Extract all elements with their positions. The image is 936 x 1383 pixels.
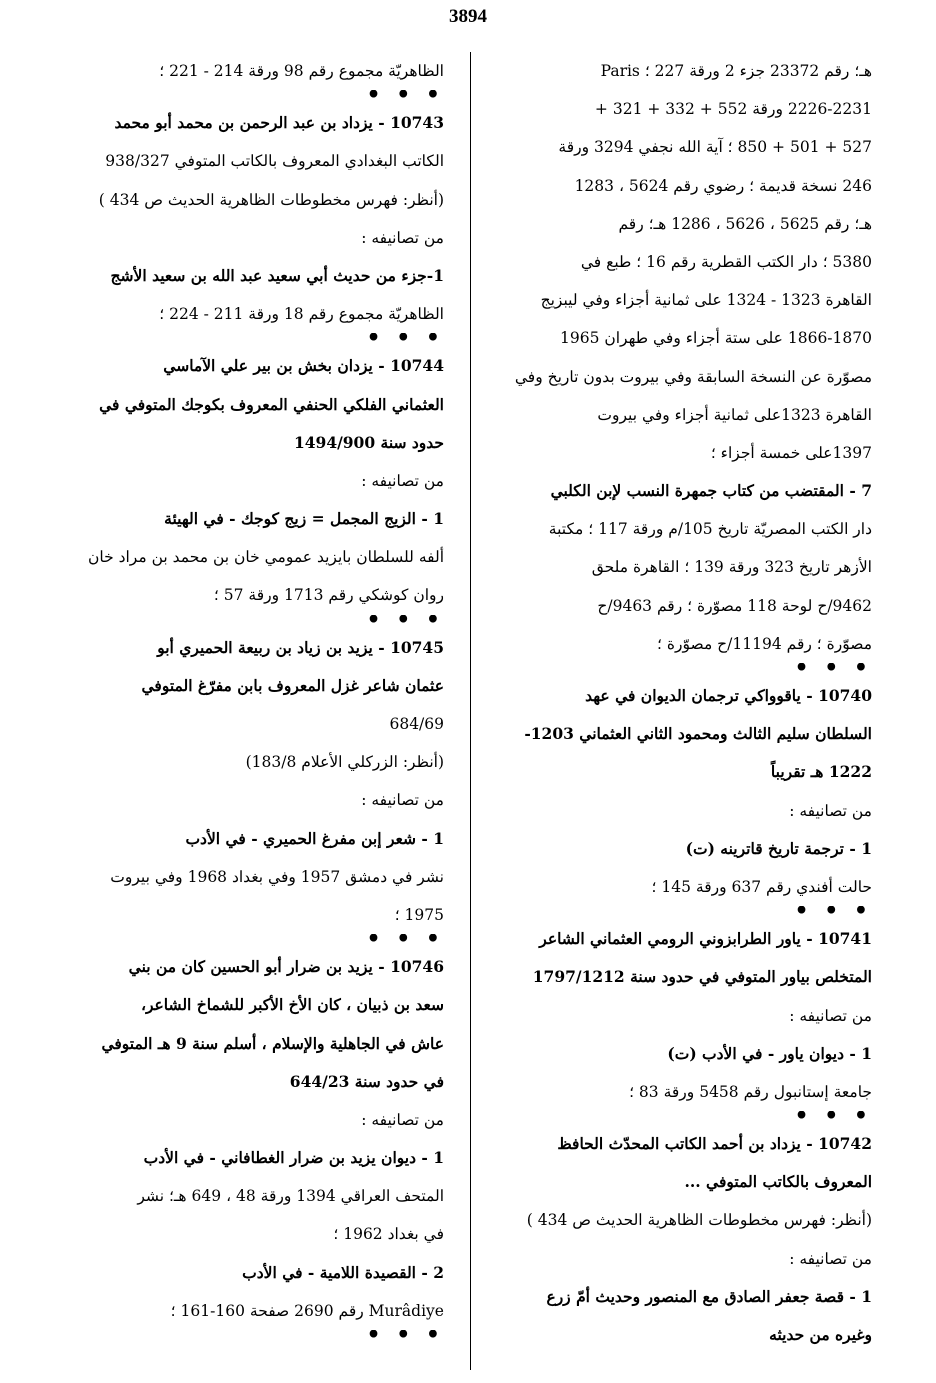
entry-separator: • • • [366, 934, 444, 949]
entry-heading-line: 10743 - يزداد بن عبد الرحمن بن محمد أبو محمد [114, 113, 444, 133]
text-line: الظاهريّة مجموع رقم 98 ورقة 214 - 221 ؛ [159, 62, 444, 80]
entry-heading-line: 1 - ديوان يزيد بن ضرار الغطافاني - في الأدب [143, 1148, 444, 1168]
entry-heading-line: السلطان سليم الثالث ومحمود الثاني العثماني 1203- [524, 724, 872, 744]
text-line: نشر في دمشق 1957 وفي بغداد 1968 وفي بيروت [110, 867, 444, 886]
entry-heading-line: 10744 - يزدان بخش بن بير علي الآماسي [163, 356, 444, 376]
left-column [66, 52, 444, 1377]
entry-heading-line: وغيره من حديثه [769, 1325, 872, 1344]
text-line: (أنظر: فهرس مخطوطات الظاهرية الحديث ص 434 ) [526, 1211, 872, 1230]
text-line: 1975 ؛ [394, 905, 444, 924]
text-line: من تصانيفه : [789, 1249, 872, 1268]
text-line: مصوّرة ؛ رقم 11194/ح مصوّرة ؛ [657, 634, 872, 653]
text-line: 2226-2231 ورقة 552 + 332 + 321 + [594, 100, 872, 119]
entry-heading-line: 10741 - ياور الطرابزوني الرومي العثماني الشاعر [539, 929, 872, 949]
entry-heading-line: حدود سنة 1494/900 [293, 432, 444, 452]
page-number: 3894 [449, 6, 487, 27]
text-line: حالت أفندي رقم 637 ورقة 145 ؛ [651, 877, 872, 896]
text-line: 1866-1870 على ستة أجزاء وفي طهران 1965 [559, 329, 872, 348]
text-line: 9462/ح لوحة 118 مصوّرة ؛ رقم 9463/ح [597, 596, 872, 615]
entry-heading-line: 1-جزء من حديث أبي سعيد عبد الله بن سعيد الأشج [110, 265, 444, 285]
entry-separator: • • • [794, 906, 872, 921]
text-line: هـ؛ رقم 23372 جزء 2 ورقة 227 ؛ Paris [600, 62, 872, 80]
text-line: (أنظر: الزركلي الأعلام 183/8) [245, 753, 444, 772]
entry-heading-line: 7 - المقتضب من كتاب جمهرة النسب لإبن الكلبي [550, 481, 872, 501]
entry-separator: • • • [366, 333, 444, 348]
text-line: في بغداد 1962 ؛ [333, 1225, 444, 1244]
entry-heading-line: 10745 - يزيد بن زياد بن ربيعة الحميري أبو [157, 637, 444, 657]
text-line: روان كوشكي رقم 1713 ورقة 57 ؛ [213, 586, 444, 605]
entry-heading-line: 1 - الزيج المجمل = زيج كوجك - في الهيئة [164, 509, 444, 529]
entry-heading-line: 2 - القصيدة اللامية - في الأدب [242, 1262, 444, 1282]
text-line: هـ؛ رقم 5625 ، 5626 ، 1286 هـ؛ رقم [618, 214, 872, 233]
text-line: 1397على خمسة أجزاء ؛ [710, 443, 872, 462]
text-line: 246 نسخة قديمة ؛ رضوي رقم 5624 ، 1283 [574, 176, 872, 195]
text-line: Murâdiye رقم 2690 صفحة 160-161 ؛ [170, 1301, 444, 1320]
text-line: من تصانيفه : [361, 791, 444, 810]
text-line: ألفه للسلطان بايزيد عمومي خان بن محمد بن مراد خان [87, 548, 444, 567]
text-line: المتحف العراقي 1394 ورقة 48 ، 649 هـ؛ نشر [137, 1187, 444, 1206]
entry-heading-line: 10742 - يزداد بن أحمد الكاتب المحدّث الحافظ [557, 1134, 872, 1154]
entry-heading-line: 1 - ديوان ياور - في الأدب (ت) [667, 1043, 872, 1063]
text-line: القاهرة 1323 - 1324 على ثمانية أجزاء وفي ليبزيج [540, 291, 872, 310]
text-line: جامعة إستانبول رقم 5458 ورقة 83 ؛ [629, 1082, 872, 1101]
text-line: من تصانيفه : [361, 228, 444, 247]
text-line: 5380 ؛ دار الكتب القطرية رقم 16 ؛ طبع في [580, 252, 872, 271]
entry-heading-line: المعروف بالكاتب المتوفي ... [684, 1172, 872, 1192]
entry-separator: • • • [366, 614, 444, 629]
text-line: 527 + 501 + 850 ؛ آية الله نجفي 3294 ورقة [558, 138, 872, 157]
entry-heading-line: 1 - ترجمة تاريخ قاترينه (ت) [685, 838, 872, 858]
text-line: دار الكتب المصريّة تاريخ 105/م ورقة 117 ؛ مكتبة [548, 520, 872, 539]
entry-separator: • • • [794, 1111, 872, 1126]
text-line: الظاهريّة مجموع رقم 18 ورقة 211 - 224 ؛ [159, 305, 444, 324]
right-column [494, 52, 872, 1377]
entry-heading-line: 1 - شعر إبن مفرغ الحميري - في الأدب [185, 828, 444, 848]
text-line: 684/69 [389, 715, 444, 733]
text-line: القاهرة 1323على ثمانية أجزاء وفي بيروت [597, 405, 872, 424]
entry-heading-line: 1 - قصة جعفر الصادق مع المنصور وحديث أمّ زرع [546, 1286, 872, 1306]
entry-separator: • • • [366, 90, 444, 105]
text-line: من تصانيفه : [361, 471, 444, 490]
entry-heading-line: عثمان شاعر غزل المعروف بابن مفرّغ المتوفي [141, 675, 444, 695]
entry-separator: • • • [794, 663, 872, 677]
text-line: من تصانيفه : [789, 1006, 872, 1025]
column-divider [470, 52, 471, 1370]
text-line: من تصانيفه : [789, 801, 872, 820]
text-line: مصوّرة عن النسخة السابقة وفي بيروت بدون تاريخ وفي [514, 367, 872, 386]
text-line: من تصانيفه : [361, 1110, 444, 1129]
text-line: (أنظر: فهرس مخطوطات الظاهرية الحديث ص 434 ) [98, 190, 444, 209]
entry-separator: • • • [366, 1330, 444, 1344]
text-line: الأزهر تاريخ 323 ورقة 139 ؛ القاهرة ملحق [591, 558, 872, 577]
entry-heading-line: العثماني الفلكي الحنفي المعروف بكوجك المتوفي في [99, 394, 444, 414]
entry-heading-line: في حدود سنة 644/23 [289, 1071, 444, 1091]
entry-heading-line: 10746 - يزيد بن ضرار أبو الحسين كان من بني [128, 957, 444, 977]
text-line: الكاتب البغدادي المعروف بالكاتب المتوفي 938/327 [105, 152, 444, 171]
entry-heading-line: 10740 - ياقوواكي ترجمان الديوان في عهد [585, 686, 872, 705]
entry-heading-line: سعد بن ذبيان ، كان الأخ الأكبر للشماخ الشاعر، [140, 995, 444, 1015]
entry-heading-line: المتخلص بياور المتوفي في حدود سنة 1797/1212 [532, 967, 872, 987]
entry-heading-line: عاش في الجاهلية والإسلام ، أسلم سنة 9 هـ المتوفي [101, 1033, 444, 1053]
entry-heading-line: 1222 هـ تقريباً [770, 762, 872, 782]
